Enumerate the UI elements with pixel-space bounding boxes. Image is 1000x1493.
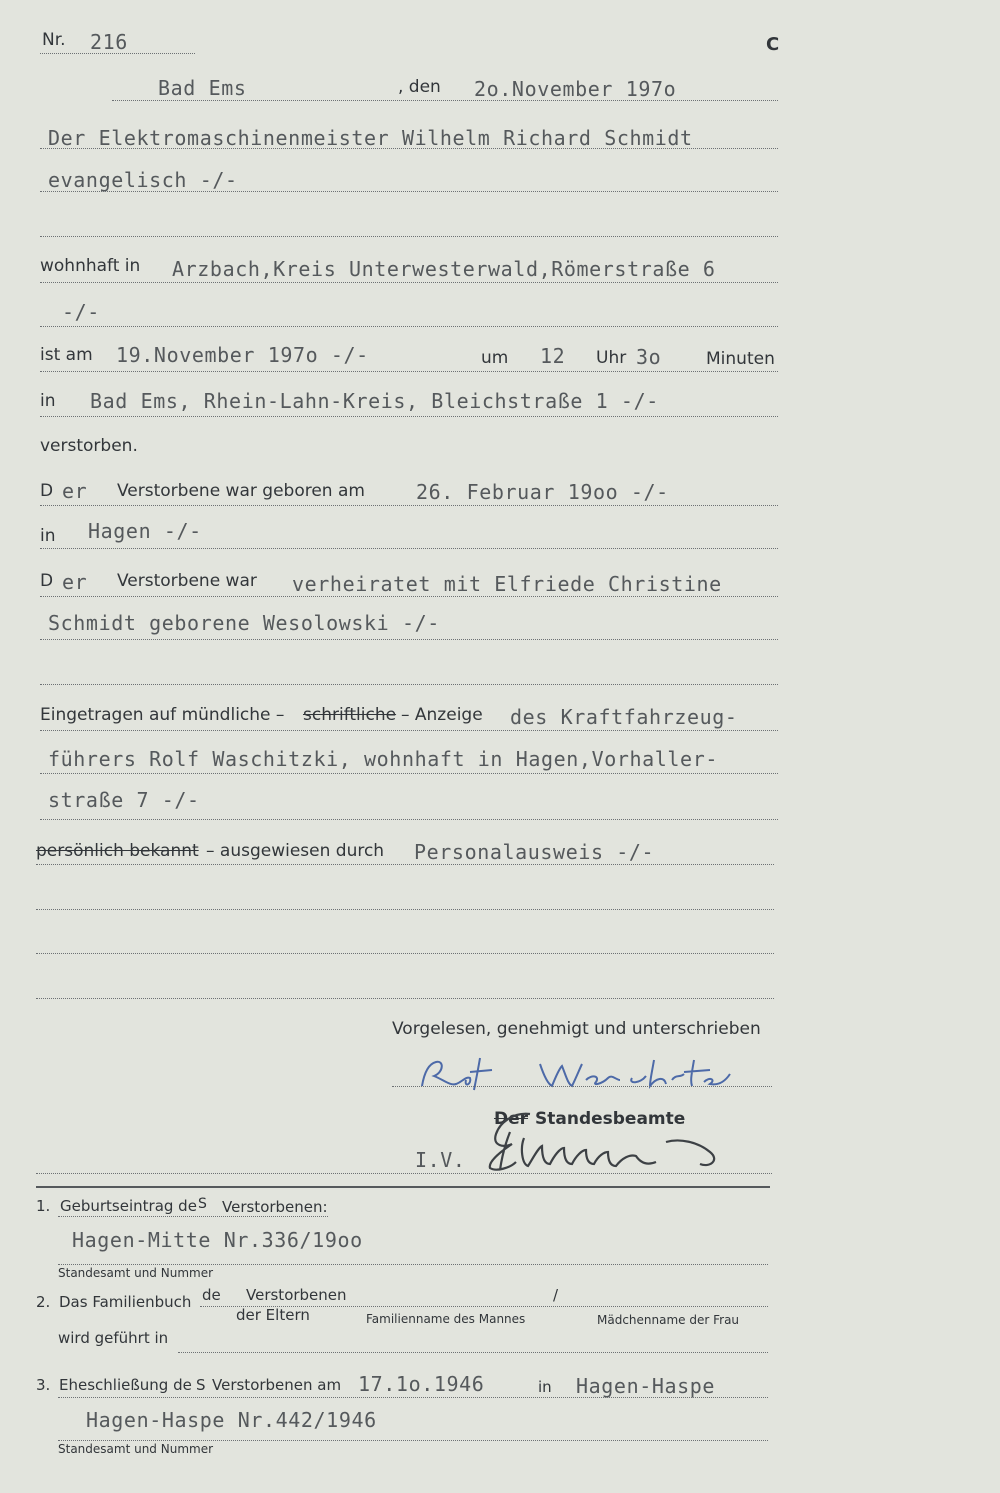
registration-label-struck: schriftliche: [303, 705, 397, 725]
underline: [40, 236, 778, 237]
marital-text-label: Verstorbene war: [117, 571, 257, 591]
registration-label-b: – Anzeige: [401, 705, 483, 725]
residence-cont: -/-: [62, 300, 100, 324]
death-date: 19.November 197o -/-: [116, 343, 369, 367]
death-hour: 12: [540, 344, 566, 368]
official-struck: Der: [494, 1109, 529, 1129]
underline: [36, 1173, 772, 1174]
note-3-label-b: Verstorbenen am: [212, 1376, 342, 1394]
place-date-underline: [112, 100, 778, 101]
uhr-label: Uhr: [596, 348, 627, 368]
underline: [40, 191, 778, 192]
underline: [40, 684, 778, 685]
declarant-line-1: Der Elektromaschinenmeister Wilhelm Richard Schmidt: [48, 126, 693, 150]
corner-letter: C: [766, 34, 780, 55]
underline: [36, 998, 774, 999]
note-3-place: Hagen-Haspe: [576, 1374, 716, 1398]
death-minutes: 3o: [636, 345, 662, 369]
note-3-value: Hagen-Haspe Nr.442/1946: [86, 1408, 377, 1432]
note-2-frau-label: Mädchenname der Frau: [597, 1313, 740, 1327]
ist-am-label: ist am: [40, 345, 93, 365]
underline: [40, 639, 778, 640]
place-value: Bad Ems: [158, 76, 247, 100]
underline: [392, 1086, 772, 1087]
underline: [40, 505, 778, 506]
standesamt-label-1: Standesamt und Nummer: [58, 1266, 214, 1280]
underline: [40, 730, 778, 731]
underline: [58, 1397, 768, 1398]
official-label: Standesbeamte: [535, 1109, 686, 1129]
note-3-date: 17.1o.1946: [358, 1372, 485, 1396]
death-place: Bad Ems, Rhein-Lahn-Kreis, Bleichstraße 1 -/-: [90, 389, 659, 413]
marital-line-1: verheiratet mit Elfriede Christine: [292, 572, 722, 596]
nr-value: 216: [90, 30, 128, 54]
declarant-line-2: evangelisch -/-: [48, 168, 238, 192]
iv-label: I.V.: [415, 1148, 466, 1172]
note-2-label: Das Familienbuch: [59, 1293, 192, 1311]
note-3-label-s: S: [196, 1376, 206, 1394]
underline: [40, 326, 778, 327]
underline: [36, 864, 774, 865]
underline: [40, 282, 778, 283]
official-signature: [470, 1108, 740, 1176]
birth-in-label: in: [40, 526, 56, 546]
underline: [178, 1352, 768, 1353]
section-divider: [36, 1186, 770, 1188]
marital-line-2: Schmidt geborene Wesolowski -/-: [48, 611, 440, 635]
read-approved-label: Vorgelesen, genehmigt und unterschrieben: [392, 1019, 761, 1039]
note-2-mann-label: Familienname des Mannes: [366, 1312, 526, 1326]
underline: [40, 773, 778, 774]
birth-text-label: Verstorbene war geboren am: [117, 481, 365, 501]
birth-d-label: D: [40, 481, 54, 501]
underline: [36, 953, 774, 954]
nr-underline: [40, 53, 195, 54]
note-3-num: 3.: [36, 1376, 51, 1394]
den-label: , den: [398, 77, 441, 97]
marital-er-label: er: [62, 570, 88, 594]
note-1-label-b: Verstorbenen:: [222, 1198, 328, 1216]
underline: [40, 548, 778, 549]
underline: [40, 819, 778, 820]
note-1-num: 1.: [36, 1197, 51, 1215]
note-2-de: de: [202, 1286, 221, 1304]
note-1-label-s: S: [198, 1196, 207, 1212]
residence-value: Arzbach,Kreis Unterwesterwald,Römerstraße 6: [172, 257, 716, 281]
birth-place: Hagen -/-: [88, 519, 202, 543]
verstorben-label: verstorben.: [40, 436, 138, 456]
informant-signature: [410, 1050, 740, 1096]
death-in-label: in: [40, 391, 56, 411]
underline: [36, 909, 774, 910]
note-2-slash: /: [553, 1286, 559, 1304]
underline: [40, 596, 778, 597]
identification-value: Personalausweis -/-: [414, 840, 655, 864]
note-1-label-a: Geburtseintrag de: [60, 1197, 197, 1215]
note-2-verstorbenen: Verstorbenen: [246, 1286, 347, 1304]
minuten-label: Minuten: [706, 349, 775, 369]
note-2-gefuehrt: wird geführt in: [58, 1329, 169, 1347]
registration-label-a: Eingetragen auf mündliche –: [40, 705, 285, 725]
note-3-label-a: Eheschließung de: [59, 1376, 192, 1394]
identification-label: – ausgewiesen durch: [206, 841, 385, 861]
underline: [58, 1264, 768, 1265]
underline: [40, 371, 778, 372]
identification-struck: persönlich bekannt: [36, 841, 199, 861]
date-value: 2o.November 197o: [474, 77, 677, 101]
marital-d-label: D: [40, 571, 54, 591]
um-label: um: [481, 348, 509, 368]
birth-date: 26. Februar 19oo -/-: [416, 480, 669, 504]
underline: [58, 1440, 768, 1441]
note-2-num: 2.: [36, 1293, 51, 1311]
underline: [40, 148, 778, 149]
note-3-in-label: in: [538, 1378, 552, 1396]
standesamt-label-2: Standesamt und Nummer: [58, 1442, 214, 1456]
underline: [40, 416, 778, 417]
registration-line-1: des Kraftfahrzeug-: [510, 705, 738, 729]
residence-label: wohnhaft in: [40, 256, 141, 276]
note-2-eltern: der Eltern: [236, 1306, 310, 1324]
underline: [58, 1216, 328, 1217]
registration-line-2: führers Rolf Waschitzki, wohnhaft in Hagen,Vorhaller-: [48, 747, 718, 771]
note-1-value: Hagen-Mitte Nr.336/19oo: [72, 1228, 363, 1252]
nr-label: Nr.: [42, 30, 66, 50]
underline: [200, 1306, 768, 1307]
birth-er-label: er: [62, 479, 88, 503]
registration-line-3: straße 7 -/-: [48, 788, 200, 812]
